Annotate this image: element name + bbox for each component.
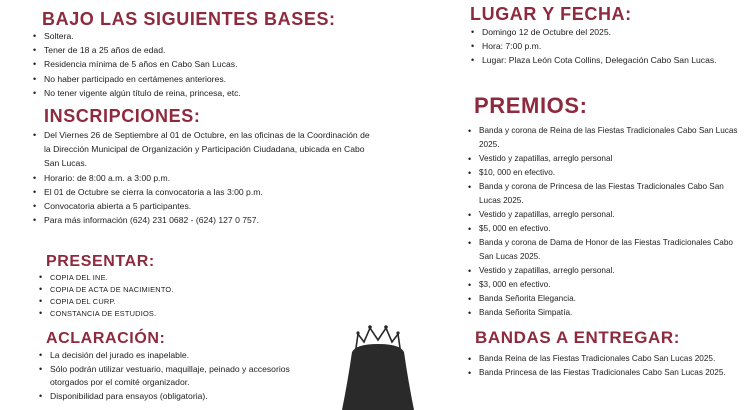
queen-silhouette-icon	[308, 318, 448, 410]
list-item: • $3, 000 en efectivo.	[467, 278, 739, 292]
bandas-list	[467, 352, 739, 380]
premios-heading: PREMIOS:	[474, 93, 588, 118]
presentar-heading: PRESENTAR:	[46, 253, 155, 270]
list-item: • Lugar: Plaza León Cota Collins, Delegación Cabo San Lucas.	[470, 53, 735, 67]
list-item: • El 01 de Octubre se cierra la convocatoria a las 3:00 p.m.	[32, 185, 372, 199]
list-item: • Banda Señorita Elegancia.	[467, 292, 739, 306]
lugar-heading: LUGAR Y FECHA:	[470, 4, 632, 24]
list-item: • Vestido y zapatillas, arreglo personal.	[467, 208, 739, 222]
list-item: • Tener de 18 a 25 años de edad.	[32, 43, 332, 57]
list-item: • Banda y corona de Dama de Honor de las Fiestas Tradicionales Cabo San Lucas 2025.	[467, 236, 739, 264]
list-item: • COPIA DE ACTA DE NACIMIENTO.	[38, 284, 298, 296]
list-item: • Sólo podrán utilizar vestuario, maquillaje, peinado y accesorios otorgados por el comité organizador.	[38, 363, 300, 390]
lugar-list	[470, 25, 735, 68]
inscripciones-list	[32, 128, 372, 227]
list-item: • No tener vigente algún título de reina, princesa, etc.	[32, 86, 332, 100]
aclaracion-list	[38, 349, 300, 403]
list-item: • No haber participado en certámenes anteriores.	[32, 72, 332, 86]
list-item: • Horario: de 8:00 a.m. a 3:00 p.m.	[32, 171, 372, 185]
list-item: • COPIA DEL CURP.	[38, 296, 298, 308]
bandas-heading: BANDAS A ENTREGAR:	[475, 328, 681, 347]
list-item: • Residencia mínima de 5 años en Cabo San Lucas.	[32, 57, 332, 71]
list-item: • Banda y corona de Princesa de las Fiestas Tradicionales Cabo San Lucas 2025.	[467, 180, 739, 208]
list-item: • Del Viernes 26 de Septiembre al 01 de Octubre, en las oficinas de la Coordinación de la Dirección Municipal de Organización y Participación Ciudadana, ubicada en Cabo San Lucas.	[32, 128, 372, 171]
list-item: • Banda Princesa de las Fiestas Tradicionales Cabo San Lucas 2025.	[467, 366, 739, 380]
list-item: • $5, 000 en efectivo.	[467, 222, 739, 236]
inscripciones-heading: INSCRIPCIONES:	[44, 106, 201, 126]
list-item: • La decisión del jurado es inapelable.	[38, 349, 300, 363]
list-item: • Banda Reina de las Fiestas Tradicionales Cabo San Lucas 2025.	[467, 352, 739, 366]
list-item: • $10, 000 en efectivo.	[467, 166, 739, 180]
list-item: • Banda y corona de Reina de las Fiestas Tradicionales Cabo San Lucas 2025.	[467, 124, 739, 152]
list-item: • Banda Señorita Simpatía.	[467, 306, 739, 320]
list-item: • Para más información (624) 231 0682 - (624) 127 0 757.	[32, 213, 372, 227]
list-item: • Hora: 7:00 p.m.	[470, 39, 735, 53]
bases-list	[32, 29, 332, 100]
list-item: • Vestido y zapatillas, arreglo personal.	[467, 264, 739, 278]
premios-list	[467, 124, 739, 320]
list-item: • COPIA DEL INE.	[38, 272, 298, 284]
list-item: • CONSTANCIA DE ESTUDIOS.	[38, 308, 298, 320]
presentar-list	[38, 272, 298, 320]
list-item: • Vestido y zapatillas, arreglo personal	[467, 152, 739, 166]
list-item: • Disponibilidad para ensayos (obligatoria).	[38, 390, 300, 404]
aclaracion-heading: ACLARACIÓN:	[46, 330, 166, 347]
list-item: • Domingo 12 de Octubre del 2025.	[470, 25, 735, 39]
list-item: • Convocatoria abierta a 5 participantes.	[32, 199, 372, 213]
bases-heading: BAJO LAS SIGUIENTES BASES:	[42, 9, 336, 29]
list-item: • Soltera.	[32, 29, 332, 43]
